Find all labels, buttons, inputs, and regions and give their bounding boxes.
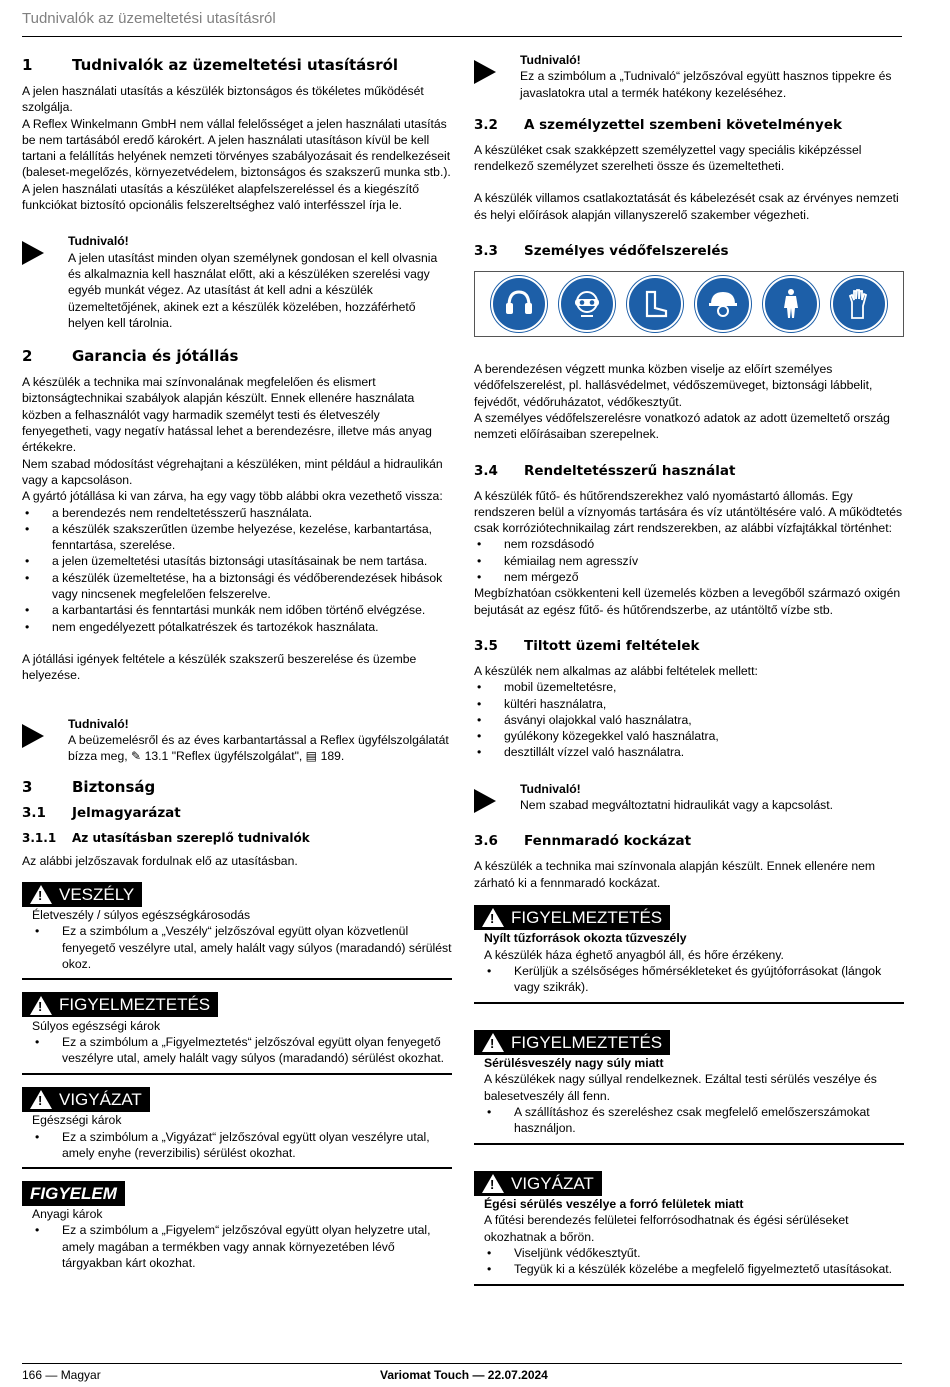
warning-text: A készülék háza éghető anyagból áll, és hőre érzékeny. bbox=[484, 947, 784, 962]
list-item: • a karbantartási és fenntartási munkák nem időben történő elvégzése. bbox=[22, 602, 452, 618]
list-item: • a jelen üzemeltetési utasítás biztonsági utasításainak be nem tartása. bbox=[22, 553, 452, 569]
warning-triangle-icon bbox=[30, 1090, 52, 1109]
list-item: • kémiailag nem agresszív bbox=[474, 553, 904, 569]
notice-badge: FIGYELEM bbox=[22, 1181, 125, 1206]
s33-paragraph: A személyes védőfelszerelésre vonatkozó adatok az adott üzemeltető ország nemzeti előírásaiban szerepelnek. bbox=[474, 410, 890, 442]
list-item: • Ez a szimbólum a „Veszély“ jelzőszóval együtt olyan közvetlenül fenyegető veszélyre utal, amely halált vagy súlyos (maradandó) sérülést okoz. bbox=[32, 923, 452, 972]
warning-text: A készülékek nagy súllyal rendelkeznek. Ezáltal testi sérülés veszélye és balesetveszély áll fenn. bbox=[484, 1072, 877, 1103]
section-3-1-1-heading: 3.1.1 Az utasításban szereplő tudnivalók bbox=[22, 831, 310, 846]
warning-text: A fűtési berendezés felületei felforrósodhatnak és égési sérüléseket okozhatnak a bőrön. bbox=[484, 1213, 849, 1244]
note-title: Tudnivaló! bbox=[68, 716, 129, 731]
goggles-icon bbox=[559, 276, 615, 332]
section-3-1-heading: 3.1 Jelmagyarázat bbox=[22, 805, 181, 822]
signal-warning-block bbox=[22, 992, 452, 1074]
hard-hat-icon bbox=[695, 276, 751, 332]
list-item: • gyúlékony közegekkel való használatra, bbox=[474, 728, 904, 744]
list-item: • Ez a szimbólum a „Figyelmeztetés“ jelzőszóval együtt olyan fenyegető veszélyre utal, amely halált vagy súlyos (maradandó) sérülést okozhat. bbox=[32, 1034, 452, 1067]
note-text: Nem szabad megváltoztatni hidraulikát vagy a kapcsolást. bbox=[520, 798, 833, 813]
right-column bbox=[474, 44, 904, 1286]
warning-triangle-icon bbox=[482, 1033, 504, 1052]
note-block bbox=[22, 233, 452, 331]
signal-notice-block bbox=[22, 1181, 452, 1271]
gloves-icon bbox=[831, 276, 887, 332]
list-item: • Ez a szimbólum a „Vigyázat“ jelzőszóval együtt olyan veszélyre utal, amely enyhe (reverzibilis) sérülést okozhat. bbox=[32, 1129, 452, 1162]
list-item: • Kerüljük a szélsőséges hőmérsékleteket és gyújtóforrásokat (lángok vagy szikrák). bbox=[484, 963, 904, 996]
note-block bbox=[474, 52, 904, 101]
list-item: • Tegyük ki a készülék közelébe a megfelelő figyelmeztető utasításokat. bbox=[484, 1261, 904, 1277]
list-item: • a berendezés nem rendeltetésszerű használata. bbox=[22, 505, 452, 521]
list-item: • Viseljünk védőkesztyűt. bbox=[484, 1245, 904, 1261]
note-title: Tudnivaló! bbox=[68, 234, 129, 249]
warning-triangle-icon bbox=[30, 996, 52, 1015]
list-item: • a készülék szakszerűtlen üzembe helyezése, kezelése, karbantartása, fenntartása, szerelése. bbox=[22, 521, 452, 554]
caution-badge: ! VIGYÁZAT bbox=[474, 1171, 602, 1196]
s32-paragraph: A készülék villamos csatlakoztatását és kábelezését csak az érvényes nemzeti és helyi előírások alapján villanyszerelő szakember végezheti. bbox=[474, 191, 899, 222]
s34-paragraph: A készülék fűtő- és hűtőrendszerekhez való nyomástartó állomás. Egy rendszeren belül a víznyomás tartására és víz utántöltésére való. A működtetés csak korróziótechnikailag zárt rendszerekben, az alábbi vízfajtákkal történhet: bbox=[474, 488, 903, 536]
weight-warning-block bbox=[474, 1030, 904, 1145]
fire-warning-block bbox=[474, 905, 904, 1004]
list-item: • a készülék üzemeltetése, ha a biztonsági és védőberendezések hibások vagy nincsenek megfelelően felszerelve. bbox=[22, 570, 452, 603]
list-item: • nem engedélyezett pótalkatrészek és tartozékok használata. bbox=[22, 619, 452, 635]
s36-paragraph: A készülék a technika mai színvonala alapján készült. Ennek ellenére nem zárható ki a fennmaradó kockázat. bbox=[474, 859, 876, 890]
signal-subtitle: Anyagi károk bbox=[32, 1207, 103, 1222]
warning-badge: ! FIGYELMEZTETÉS bbox=[474, 905, 670, 930]
ear-protection-icon bbox=[491, 276, 547, 332]
caution-badge: ! VIGYÁZAT bbox=[22, 1087, 150, 1112]
section-3-2-heading: 3.2 A személyzettel szembeni követelmények bbox=[474, 116, 842, 133]
warning-triangle-icon bbox=[482, 1174, 504, 1193]
warning-badge: ! FIGYELMEZTETÉS bbox=[474, 1030, 670, 1055]
danger-badge: ! VESZÉLY bbox=[22, 882, 142, 907]
warning-triangle-icon bbox=[30, 885, 52, 904]
list-item: • Ez a szimbólum a „Figyelem“ jelzőszóval együtt olyan helyzetre utal, amely magában a termékben vagy annak környezetében lévő tárgyakban kárt okozhat. bbox=[32, 1222, 452, 1271]
warning-title: Égési sérülés veszélye a forró felületek miatt bbox=[484, 1197, 744, 1212]
note-title: Tudnivaló! bbox=[520, 781, 581, 796]
section-2-heading: 2 Garancia és jótállás bbox=[22, 347, 239, 366]
section-3-3-heading: 3.3 Személyes védőfelszerelés bbox=[474, 243, 729, 260]
s2-paragraph: Nem szabad módosítást végrehajtani a készüléken, mint például a hidraulikán vagy a kapcsoláson. bbox=[22, 456, 443, 487]
play-triangle-icon bbox=[474, 781, 520, 814]
list-item: • A szállításhoz és szereléshez csak megfelelő emelőszerszámokat használjon. bbox=[484, 1104, 904, 1137]
burn-caution-block bbox=[474, 1171, 904, 1286]
forbidden-conditions-list bbox=[474, 679, 904, 760]
warning-triangle-icon bbox=[482, 908, 504, 927]
s34-paragraph: Megbízhatóan csökkenteni kell üzemelés közben a levegőből származó oxigén bejutását az egész fűtő- és hűtőrendszerbe, az utántöltő vízbe stb. bbox=[474, 586, 901, 617]
s1-paragraph: A jelen használati utasítás a készüléket alapfelszereléssel és a kiegészítő funkciókat biztosító opcionális felszereltséghez való interfésszel írja le. bbox=[22, 181, 419, 213]
s2-paragraph: A gyártó jótállása ki van zárva, ha egy vagy több alábbi okra vezethető vissza: bbox=[22, 489, 443, 504]
list-item: • nem rozsdásodó bbox=[474, 536, 904, 552]
signal-subtitle: Súlyos egészségi károk bbox=[32, 1018, 161, 1033]
note-block bbox=[474, 781, 904, 814]
section-3-heading: 3 Biztonság bbox=[22, 778, 156, 797]
play-triangle-icon bbox=[22, 716, 68, 765]
warning-title: Sérülésveszély nagy súly miatt bbox=[484, 1056, 664, 1071]
warning-badge: ! FIGYELMEZTETÉS bbox=[22, 992, 218, 1017]
s32-paragraph: A készüléket csak szakképzett személyzettel vagy speciális kiképzéssel rendelkező személyzet szerelheti össze és üzemeltetheti. bbox=[474, 142, 862, 174]
footer-rule bbox=[22, 1363, 902, 1364]
s35-paragraph: A készülék nem alkalmas az alábbi feltételek mellett: bbox=[474, 663, 758, 678]
s2-paragraph: A készülék a technika mai színvonalának megfelelően és elismert biztonságtechnikai szabályok alapján készült. Ennek ellenére használata közben a felhasználót vagy harmadik személyt testi és életveszély fenyegetheti, vagy negatív hatással lehet a berendezésre, illetve más anyag értékekre. bbox=[22, 375, 432, 455]
s1-paragraph: A jelen használati utasítás a készülék biztonságos és tökéletes működését szolgálja. bbox=[22, 84, 424, 115]
signal-subtitle: Életveszély / súlyos egészségkárosodás bbox=[32, 908, 251, 923]
signal-caution-block bbox=[22, 1087, 452, 1169]
signal-danger-block bbox=[22, 882, 452, 981]
note-text: A beüzemelésről és az éves karbantartással a Reflex ügyfélszolgálatát bízza meg, ✎ 13.1 "Reflex ügyfélszolgálat", ▤ 189. bbox=[68, 732, 449, 764]
section-3-5-heading: 3.5 Tiltott üzemi feltételek bbox=[474, 637, 700, 654]
ppe-icon-strip bbox=[474, 271, 904, 337]
safety-boots-icon bbox=[627, 276, 683, 332]
section-3-6-heading: 3.6 Fennmaradó kockázat bbox=[474, 833, 692, 850]
list-item: • ásványi olajokkal való használatra, bbox=[474, 712, 904, 728]
play-triangle-icon bbox=[22, 233, 68, 331]
signal-subtitle: Egészségi károk bbox=[32, 1113, 122, 1128]
s33-paragraph: A berendezésen végzett munka közben viselje az előírt személyes védőfelszerelést, pl. hallásvédelmet, védőszemüveget, biztonsági lábbelit, fejvédőt, védőruházatot, védőkesztyűt. bbox=[474, 362, 873, 409]
note-block bbox=[22, 716, 452, 765]
overall-icon bbox=[763, 276, 819, 332]
document-title: Variomat Touch — 22.07.2024 bbox=[380, 1368, 548, 1382]
header-rule bbox=[22, 36, 902, 37]
play-triangle-icon bbox=[474, 52, 520, 101]
water-type-list bbox=[474, 536, 904, 585]
list-item: • nem mérgező bbox=[474, 569, 904, 585]
list-item: • kültéri használatra, bbox=[474, 696, 904, 712]
note-title: Tudnivaló! bbox=[520, 53, 581, 67]
warranty-exclusion-list bbox=[22, 505, 452, 635]
s2-paragraph: A jótállási igények feltétele a készülék szakszerű beszerelése és üzembe helyezése. bbox=[22, 651, 417, 683]
list-item: • desztillált vízzel való használatra. bbox=[474, 744, 904, 760]
running-header: Tudnivalók az üzemeltetési utasításról bbox=[22, 10, 276, 27]
warning-title: Nyílt tűzforrások okozta tűzveszély bbox=[484, 931, 687, 946]
section-3-4-heading: 3.4 Rendeltetésszerű használat bbox=[474, 462, 736, 479]
left-column bbox=[22, 44, 452, 1271]
list-item: • mobil üzemeltetésre, bbox=[474, 679, 904, 695]
section-1-heading: 1 Tudnivalók az üzemeltetési utasításról bbox=[22, 56, 399, 74]
note-text: Ez a szimbólum a „Tudnivaló“ jelzőszóval együtt hasznos tippekre és javaslatokra utal a termék hatékony kezeléséhez. bbox=[520, 69, 892, 100]
s1-paragraph: A Reflex Winkelmann GmbH nem vállal felelősséget a jelen használati utasítás be nem tartásából eredő károkért. A jelen használati utasításon kívül be kell tartani a felállítás helyének nemzeti törvényes szabályozásait és rendelkezéseit (baleset-megelőzés, környezetvédelem, biztonságos és szakszerű munka stb.). bbox=[22, 116, 451, 180]
note-text: A jelen utasítást minden olyan személynek gondosan el kell olvasnia és alkalmaznia kell használat előtt, aki a készüléken szerelési vagy egyéb munkát végez. Az utasítást át kell adni a készülék üzemeltetőjének, akinek ezt a készülék közelében, hozzáférhető helyen kell tárolnia. bbox=[68, 250, 438, 330]
signal-intro: Az alábbi jelzőszavak fordulnak elő az utasításban. bbox=[22, 854, 298, 869]
page-number: 166 — Magyar bbox=[22, 1368, 101, 1382]
